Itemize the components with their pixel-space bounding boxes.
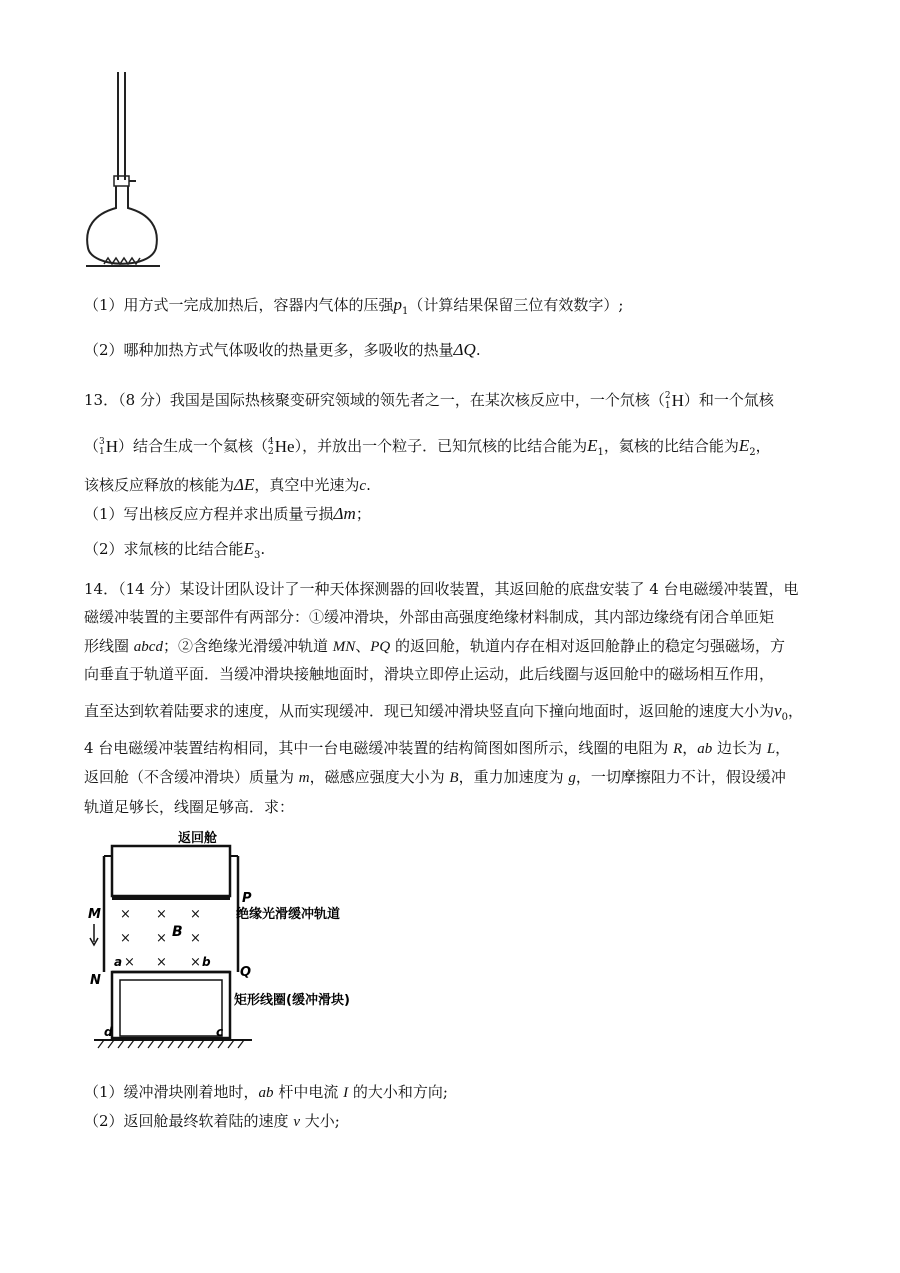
label-N: N <box>90 973 101 988</box>
label-cabin: 返回舱 <box>178 831 218 846</box>
field-mark: × <box>120 931 131 946</box>
field-mark: × <box>156 955 167 970</box>
q14-sub2: （2）返回舱最终软着陆的速度 v 大小; <box>84 1112 340 1130</box>
q13-sub2: （2）求氚核的比结合能$E_3$. <box>84 539 266 561</box>
flask-figure <box>80 68 170 280</box>
q14-line1: 14．（14 分）某设计团队设计了一种天体探测器的回收装置，其返回舱的底盘安装了 4 台电磁缓冲装置，电 <box>84 580 799 598</box>
field-mark: × <box>156 931 167 946</box>
label-M: M <box>88 907 101 922</box>
q14-line6: 4 台电磁缓冲装置结构相同，其中一台电磁缓冲装置的结构简图如图所示，线圈的电阻为 R，ab 边长为 L， <box>84 739 791 757</box>
buffer-device-figure <box>84 826 384 1064</box>
q14-line7: 返回舱（不含缓冲滑块）质量为 m，磁感应强度大小为 B，重力加速度为 g，一切摩擦阻力不计，假设缓冲 <box>84 768 786 786</box>
label-b: b <box>202 955 211 969</box>
q13-line2: （ 3 1 H ）结合生成一个氦核（ 4 2 He ），并放出一个粒子．已知氘核的比结合能为$E_1$，氦核的比结合能为$E_2$， <box>84 436 771 458</box>
q14-line2: 磁缓冲装置的主要部件有两部分：①缓冲滑块，外部由高强度绝缘材料制成，其内部边缘绕有闭合单匝矩 <box>84 608 775 626</box>
q12-sub1: （1）用方式一完成加热后，容器内气体的压强$p_1$（计算结果保留三位有效数字）; <box>84 295 624 317</box>
q13-line1: 13．（8 分）我国是国际热核聚变研究领域的领先者之一，在某次核反应中，一个氘核（ 2 1 H ）和一个氚核 <box>84 391 774 411</box>
field-mark: × <box>120 907 131 922</box>
field-mark: × <box>190 931 201 946</box>
label-coil: 矩形线圈(缓冲滑块) <box>234 993 350 1008</box>
helium-nuclide: 4 2 He <box>268 437 295 457</box>
q14-sub1: （1）缓冲滑块刚着地时，ab 杆中电流 I 的大小和方向; <box>84 1083 448 1101</box>
label-Q: Q <box>240 965 252 980</box>
field-mark: × <box>190 907 201 922</box>
rectangular-coil <box>112 972 230 1038</box>
q13-sub1: （1）写出核反应方程并求出质量亏损Δm； <box>84 504 371 523</box>
q14-line8: 轨道足够长，线圈足够高．求： <box>84 798 295 816</box>
field-mark: × <box>124 955 135 970</box>
field-mark: × <box>156 907 167 922</box>
q14-line4: 向垂直于轨道平面．当缓冲滑块接触地面时，滑块立即停止运动，此后线圈与返回舱中的磁场相互作用， <box>84 665 775 683</box>
triton-nuclide: 3 1 H <box>99 437 119 457</box>
label-c: c <box>216 1025 224 1039</box>
label-track: 绝缘光滑缓冲轨道 <box>236 907 341 922</box>
q13-line3: 该核反应释放的核能为ΔE，真空中光速为c. <box>84 475 371 494</box>
label-a: a <box>114 955 123 969</box>
deuteron-nuclide: 2 1 H <box>664 391 684 411</box>
label-P: P <box>242 891 252 906</box>
label-d: d <box>104 1025 113 1039</box>
q12-sub2: （2）哪种加热方式气体吸收的热量更多，多吸收的热量ΔQ. <box>84 340 481 359</box>
q14-line3: 形线圈 abcd；②含绝缘光滑缓冲轨道 MN、PQ 的返回舱，轨道内存在相对返回舱静止的稳定匀强磁场，方 <box>84 637 786 655</box>
q14-line5: 直至达到软着陆要求的速度，从而实现缓冲．现已知缓冲滑块竖直向下撞向地面时，返回舱的速度大小为$v_0$， <box>84 701 803 723</box>
field-mark: × <box>190 955 201 970</box>
label-B: B <box>172 924 183 940</box>
